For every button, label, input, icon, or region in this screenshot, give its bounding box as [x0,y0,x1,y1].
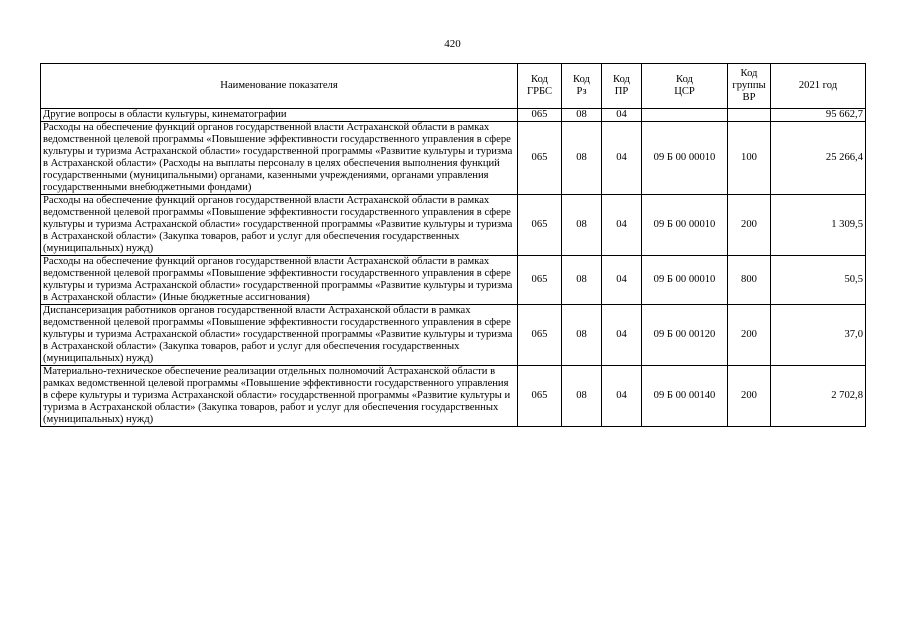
row-vr: 200 [728,366,771,427]
row-grbs: 065 [518,195,562,256]
row-grbs: 065 [518,109,562,122]
header-vr: Код группы ВР [728,64,771,109]
row-csr: 09 Б 00 00140 [642,366,728,427]
row-amount: 2 702,8 [771,366,866,427]
budget-table [40,63,866,427]
header-pr: Код ПР [602,64,642,109]
row-grbs: 065 [518,122,562,195]
row-csr: 09 Б 00 00010 [642,122,728,195]
row-csr: 09 Б 00 00010 [642,256,728,305]
header-rz: Код Рз [562,64,602,109]
header-grbs: Код ГРБС [518,64,562,109]
row-pr: 04 [602,256,642,305]
row-csr [642,109,728,122]
header-name: Наименование показателя [41,64,518,109]
row-grbs: 065 [518,305,562,366]
table-row [41,195,866,256]
table-row [41,109,866,122]
row-amount: 25 266,4 [771,122,866,195]
row-csr: 09 Б 00 00010 [642,195,728,256]
row-pr: 04 [602,109,642,122]
row-amount: 1 309,5 [771,195,866,256]
row-pr: 04 [602,122,642,195]
header-row [41,64,866,109]
row-vr: 100 [728,122,771,195]
row-rz: 08 [562,109,602,122]
row-name: Расходы на обеспечение функций органов государственной власти Астраханской области в рамках ведомственной целевой программы «Повышение эффективности государственного управления в сфере культуры и туризма Астраханской области» государственной программы «Развитие культуры и туризма в Астраханской области» (Закупка товаров, работ и услуг для обеспечения государственных (муниципальных) нужд) [41,195,518,256]
page-number: 420 [444,38,461,50]
row-rz: 08 [562,366,602,427]
row-amount: 37,0 [771,305,866,366]
row-grbs: 065 [518,256,562,305]
row-name: Расходы на обеспечение функций органов государственной власти Астраханской области в рамках ведомственной целевой программы «Повышение эффективности государственного управления в сфере культуры и туризма Астраханской области» государственной программы «Развитие культуры и туризма в Астраханской области» (Расходы на выплаты персоналу в целях обеспечения выполнения функций государственными (муниципальными) органами, казенными учреждениями, органами управления государственными внебюджетными фондами) [41,122,518,195]
table-row [41,366,866,427]
header-csr: Код ЦСР [642,64,728,109]
row-amount: 50,5 [771,256,866,305]
row-amount: 95 662,7 [771,109,866,122]
row-rz: 08 [562,305,602,366]
row-csr: 09 Б 00 00120 [642,305,728,366]
row-name: Другие вопросы в области культуры, кинематографии [41,109,518,122]
row-name: Диспансеризация работников органов государственной власти Астраханской области в рамках ведомственной целевой программы «Повышение эффективности государственного управления в сфере культуры и туризма Астраханской области» государственной программы «Развитие культуры и туризма в Астраханской области» (Закупка товаров, работ и услуг для обеспечения государственных (муниципальных) нужд) [41,305,518,366]
row-rz: 08 [562,256,602,305]
row-rz: 08 [562,195,602,256]
row-grbs: 065 [518,366,562,427]
row-pr: 04 [602,366,642,427]
table-row [41,305,866,366]
table-row [41,256,866,305]
row-pr: 04 [602,305,642,366]
row-vr: 800 [728,256,771,305]
row-vr: 200 [728,195,771,256]
row-name: Расходы на обеспечение функций органов государственной власти Астраханской области в рамках ведомственной целевой программы «Повышение эффективности государственного управления в сфере культуры и туризма Астраханской области» государственной программы «Развитие культуры и туризма в Астраханской области» (Иные бюджетные ассигнования) [41,256,518,305]
row-vr: 200 [728,305,771,366]
row-rz: 08 [562,122,602,195]
row-pr: 04 [602,195,642,256]
row-vr [728,109,771,122]
header-year: 2021 год [771,64,866,109]
table-row [41,122,866,195]
row-name: Материально-техническое обеспечение реализации отдельных полномочий Астраханской области в рамках ведомственной целевой программы «Повышение эффективности государственного управления в сфере культуры и туризма Астраханской области» государственной программы «Развитие культуры и туризма в Астраханской области» (Закупка товаров, работ и услуг для обеспечения государственных (муниципальных) нужд) [41,366,518,427]
